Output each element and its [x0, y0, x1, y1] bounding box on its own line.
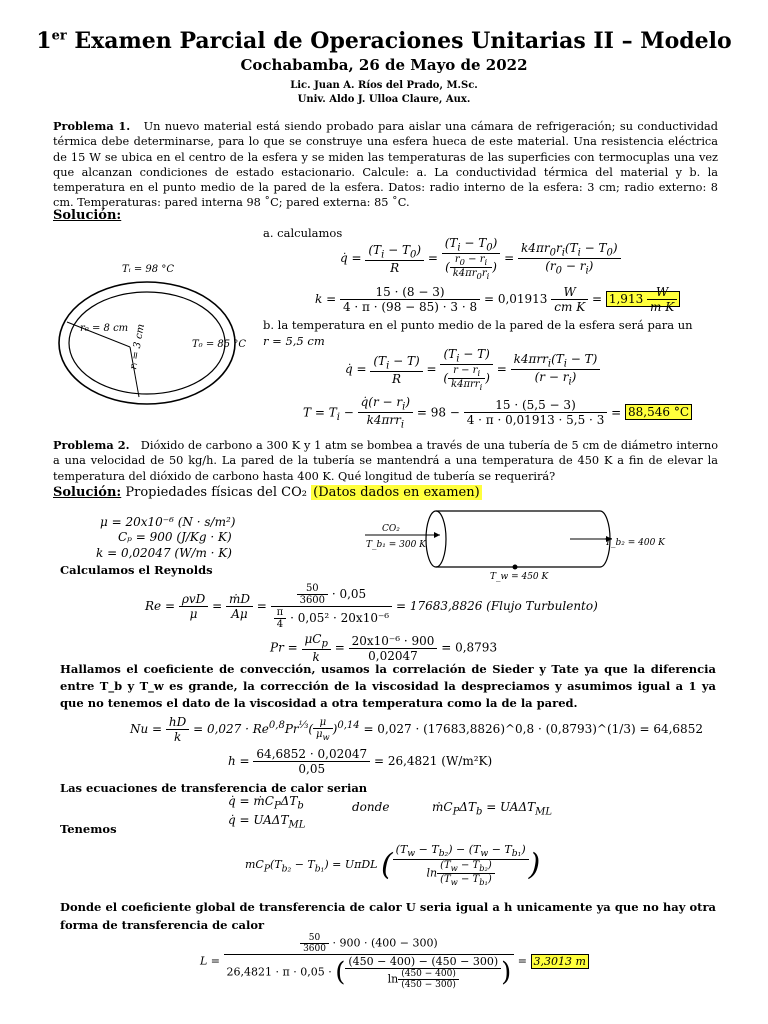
k-value: k = 0,02047 (W/m · K)	[96, 546, 232, 560]
reynolds-heading: Calculamos el Reynolds	[60, 563, 213, 577]
heat-equations: q̇ = $ṁC_P\Delta T_b$ q̇ = $UA\Delta T_{ML}$	[228, 794, 306, 831]
h-equation: h = $\frac{64,6852 \cdot 0,02047}{0,05}$ = 26,4821 (W/m²K)	[228, 747, 493, 776]
place-date: Cochabamba, 26 de Mayo de 2022	[240, 56, 528, 74]
l-equation: L = $\frac{50}{3600}$ · 900 · (400 − 300) 26,4821 · π · 0,05 · ( (450 − 400) − (450 − 300) ln $\frac{(450 - 400)}{(450 - 300)}$ ) = 3,3013 m	[200, 933, 589, 990]
tenemos-text: Tenemos	[60, 822, 117, 836]
cp-value: Cₚ = 900 (J/Kg · K)	[118, 530, 232, 544]
pipe-diagram	[360, 505, 670, 583]
heat-equations-text: Las ecuaciones de transferencia de calor serian	[60, 781, 368, 795]
coef-text: Donde el coeficiente global de transferencia de calor U seria igual a h unicamente ya que no hay otra forma de transferencia de calor	[60, 900, 716, 932]
part-a-label: a. calculamos	[263, 226, 343, 240]
nu-equation: Nu = $\frac{hD}{k}$ = $0,027 \cdot Re^{0,8}Pr^{\frac{1}{3}}$( $\frac{\mu}{\mu_w}$ )$^{0,14}$ = 0,027 · (17683,8826)^0,8 · (0,8793)^(1/3) = 64,6852	[130, 715, 703, 744]
donde-word: donde	[352, 800, 390, 814]
t-equation: $T = T_i$ − $\frac{q̇(r - r_i)}{k4\pi rr_i}$ = 98 − $\frac{15 \cdot (5,5 - 3)}{4 \cdot \pi \cdot 0,01913 \cdot 5,5 \cdot 3}$ = 88,546 °C	[303, 395, 692, 431]
r0-label: r₀ = 8 cm	[80, 323, 129, 334]
problem1-statement: Problema 1. Un nuevo material está siendo probado para aislar una cámara de refrigeración; su conductividad térmica debe determinarse, para lo que se construye una esfera hueca de este material. Una resistencia eléctrica de 15 W se ubica en el centro de la esfera y se miden las temperaturas de las superficies con termocuplas una vez que alcanzan condiciones de estado estacionario. Calcule: a. La conductividad térmica del material y b. la temperatura en el punto medio de la pared de la esfera. Datos: radio interno de la esfera: 3 cm; radio externo: 8 cm. Temperaturas: pared interna 98 ˚C; pared externa: 85 ˚C.	[53, 119, 719, 210]
pr-equation: Pr = $\frac{\mu C_p}{k}$ = $\frac{\text{20x10⁻⁶ · 900}}{0,02047}$ = 0,8793	[270, 632, 498, 665]
mu-value: μ = 20x10⁻⁶ (N · s/m²)	[100, 515, 236, 529]
part-b-line2: r = 5,5 cm	[263, 334, 325, 348]
tb2-label: T_b₂ = 400 K	[605, 538, 665, 548]
problem1-solution-label: Solución:	[53, 208, 122, 223]
convection-text: Hallamos el coeficiente de convección, usamos la correlación de Sieder y Tate ya que la diferencia entre T_b y T_w es grande, la corrección de la viscosidad la despreciamos y asumimos igual a 1 ya que no tenemos el dato de la viscosidad a otra temperatura como la de la pared.	[60, 662, 716, 710]
teacher-name: Lic. Juan A. Ríos del Prado, M.Sc.	[290, 80, 478, 91]
assistant-name: Univ. Aldo J. Ulloa Claure, Aux.	[297, 94, 471, 105]
tb1-label: T_b₁ = 300 K	[366, 540, 426, 550]
problem2-solution-line: Solución: Propiedades físicas del CO₂ (Datos dados en examen)	[53, 485, 480, 500]
q-equation-b: q̇ = $\frac{(T_i - T)}{R}$ = $(T_i - T)$ ( $\frac{r - r_i}{k4\pi rr_i}$ ) = $\frac{k4\pi rr_i(T_i - T)}{(r - r_i)}$	[345, 347, 600, 392]
part-b-line1: b. la temperatura en el punto medio de la pared de la esfera será para un	[263, 318, 693, 332]
tw-label: T_w = 450 K	[490, 572, 549, 582]
k-equation: k = $\frac{15 \cdot (8 - 3)}{4 \cdot \pi \cdot (98 - 85) \cdot 3 \cdot 8}$ = 0,01913 $\frac{W}{\text{cm K}}$ = 1,913 $\frac{W}{\text{m K}}$	[315, 285, 680, 314]
mcp-equation: $mC_P(T_{b_2} - T_{b_1}) = U\pi DL$ ( $(T_w - T_{b_2}) - (T_w - T_{b_1})$ ln $\frac{(T_w - T_{b_2})}{(T_w - T_{b_1})}$ )	[245, 843, 541, 888]
re-equation: Re = $\frac{\text{ρvD}}{\mu}$ = $\frac{\text{ṁD}}{A\mu}$ = $\frac{50}{3600}$ · 0,05 $\frac{\pi}{4}$ · 0,05² · 20x10⁻⁶ = 17683,8826 (Flujo Turbulento)	[145, 583, 598, 630]
page-title: 1er Examen Parcial de Operaciones Unitarias II – Modelo	[36, 28, 732, 54]
balance-equation: $ṁC_P\Delta T_b = UA\Delta T_{ML}$	[432, 800, 553, 818]
q-equation: q̇ = $\frac{(T_i - T_0)}{R}$ = $(T_i - T_0)$ ( $\frac{r_0 - r_i}{k4\pi r_0r_i}$ ) = $\frac{k4\pi r_0r_i(T_i - T_0)}{(r_0 - r_i)}$	[340, 236, 621, 281]
t0-label: T₀ = 85 °C	[192, 339, 246, 350]
ri-label: rᵢ = 3 cm	[128, 323, 147, 371]
exam-data-note: (Datos dados en examen)	[313, 485, 480, 500]
co2-label: CO₂	[382, 524, 400, 534]
ti-label: Tᵢ = 98 °C	[122, 264, 174, 275]
sphere-diagram	[52, 255, 292, 415]
problem2-statement: Problema 2. Dióxido de carbono a 300 K y 1 atm se bombea a través de una tubería de 5 cm de diámetro interno a una velocidad de 50 kg/h. La pared de la tubería se mantendrá a una temperatura de 450 K a fin de elevar la temperatura del dióxido de carbono hasta 400 K. Qué longitud de tubería se requerirá?	[53, 438, 718, 483]
